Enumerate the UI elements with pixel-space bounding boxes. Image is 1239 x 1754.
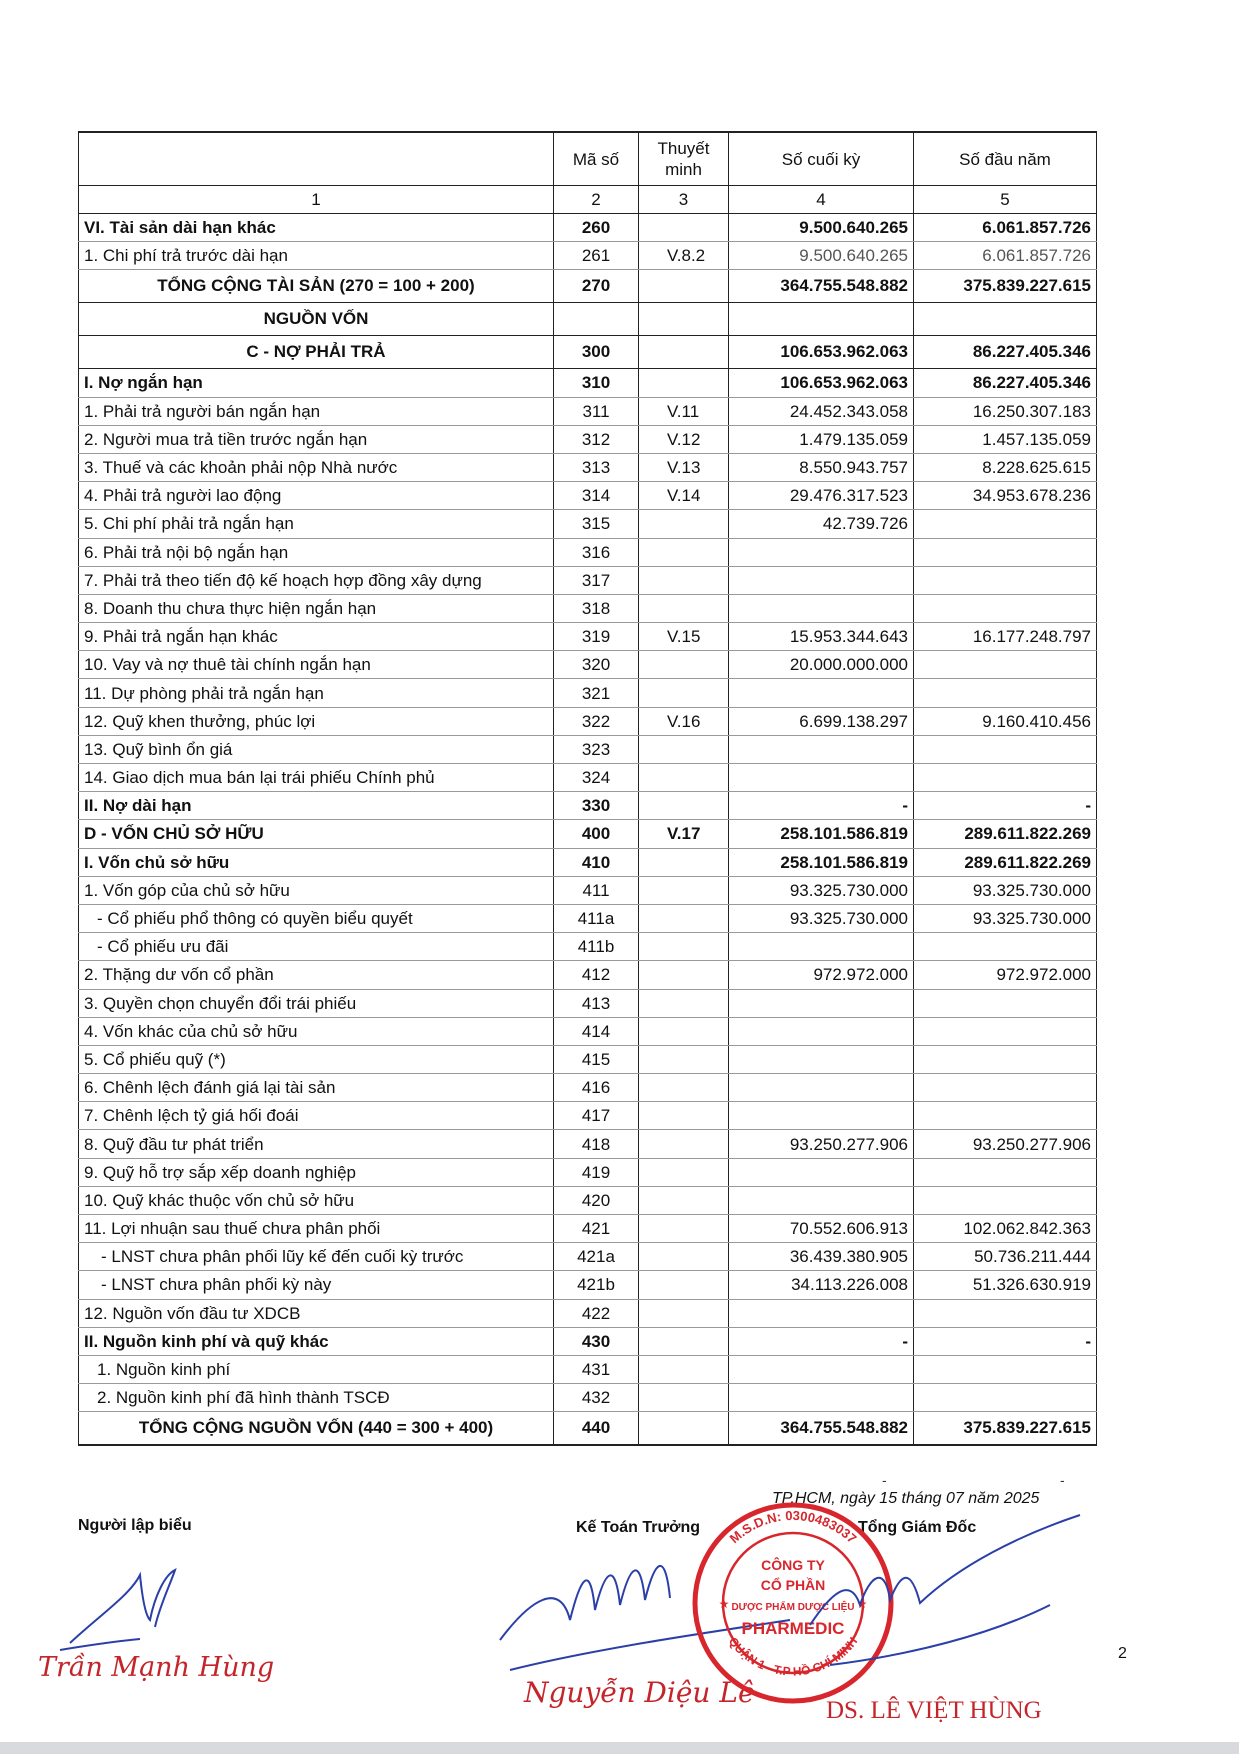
row-end-value — [729, 1074, 914, 1102]
row-item-label: - LNST chưa phân phối lũy kế đến cuối kỳ trước — [79, 1243, 554, 1271]
director-signature — [790, 1505, 1100, 1685]
row-end-value: 24.452.343.058 — [729, 397, 914, 425]
row-end-value: - — [729, 792, 914, 820]
row-end-value: 364.755.548.882 — [729, 270, 914, 303]
table-row — [79, 904, 1097, 932]
row-end-value: 106.653.962.063 — [729, 369, 914, 397]
row-code: 411 — [554, 876, 639, 904]
row-note — [639, 594, 729, 622]
row-code: 319 — [554, 623, 639, 651]
row-note — [639, 1271, 729, 1299]
row-code: 400 — [554, 820, 639, 848]
table-row — [79, 961, 1097, 989]
row-start-value: 16.250.307.183 — [914, 397, 1097, 425]
row-note: V.8.2 — [639, 242, 729, 270]
row-start-value — [914, 566, 1097, 594]
row-item-label: 12. Nguồn vốn đầu tư XDCB — [79, 1299, 554, 1327]
director-label: Tổng Giám Đốc — [858, 1519, 977, 1536]
header-item — [79, 132, 554, 186]
row-code: 422 — [554, 1299, 639, 1327]
row-code: 324 — [554, 764, 639, 792]
dash-mark: - — [1060, 1472, 1065, 1488]
row-code: 320 — [554, 651, 639, 679]
row-start-value: - — [914, 1327, 1097, 1355]
row-item-label: II. Nguồn kinh phí và quỹ khác — [79, 1327, 554, 1355]
row-code: 416 — [554, 1074, 639, 1102]
row-code: 317 — [554, 566, 639, 594]
row-end-value — [729, 1102, 914, 1130]
row-note: V.12 — [639, 425, 729, 453]
row-item-label: 3. Quyền chọn chuyển đổi trái phiếu — [79, 989, 554, 1017]
row-note — [639, 904, 729, 932]
stamp-top-text: M.S.D.N: 0300483037 — [726, 1507, 860, 1547]
row-end-value — [729, 1355, 914, 1383]
row-item-label: 5. Cổ phiếu quỹ (*) — [79, 1045, 554, 1073]
row-end-value — [729, 566, 914, 594]
row-end-value — [729, 594, 914, 622]
row-code: 314 — [554, 482, 639, 510]
row-end-value — [729, 538, 914, 566]
row-start-value: 86.227.405.346 — [914, 336, 1097, 369]
row-note — [639, 735, 729, 763]
row-start-value — [914, 303, 1097, 336]
table-row — [79, 764, 1097, 792]
row-note — [639, 303, 729, 336]
stamp-name-text: DƯỢC PHẨM DƯỢC LIỆU — [731, 1602, 855, 1613]
row-end-value: - — [729, 1327, 914, 1355]
row-note — [639, 679, 729, 707]
row-item-label: - Cổ phiếu phổ thông có quyền biểu quyết — [79, 904, 554, 932]
row-code: 300 — [554, 336, 639, 369]
row-note — [639, 933, 729, 961]
row-end-value: 106.653.962.063 — [729, 336, 914, 369]
row-end-value: 258.101.586.819 — [729, 848, 914, 876]
stamp-brand-text: PHARMEDIC — [741, 1619, 845, 1638]
table-row — [79, 623, 1097, 651]
dash-mark: - — [882, 1472, 887, 1488]
row-code: 316 — [554, 538, 639, 566]
row-note — [639, 336, 729, 369]
row-item-label: 4. Vốn khác của chủ sở hữu — [79, 1017, 554, 1045]
row-start-value — [914, 764, 1097, 792]
table-row — [79, 1243, 1097, 1271]
row-start-value — [914, 735, 1097, 763]
row-start-value: 6.061.857.726 — [914, 242, 1097, 270]
row-note — [639, 792, 729, 820]
row-note — [639, 876, 729, 904]
row-code: 321 — [554, 679, 639, 707]
row-start-value — [914, 538, 1097, 566]
row-item-label: 3. Thuế và các khoản phải nộp Nhà nước — [79, 453, 554, 481]
row-start-value: 9.160.410.456 — [914, 707, 1097, 735]
row-note: V.15 — [639, 623, 729, 651]
row-start-value: 86.227.405.346 — [914, 369, 1097, 397]
row-end-value: 364.755.548.882 — [729, 1412, 914, 1446]
row-start-value — [914, 989, 1097, 1017]
row-note — [639, 510, 729, 538]
table-row — [79, 1215, 1097, 1243]
table-row — [79, 876, 1097, 904]
table-row — [79, 1186, 1097, 1214]
table-row — [79, 397, 1097, 425]
table-row — [79, 1130, 1097, 1158]
table-row — [79, 707, 1097, 735]
row-note — [639, 1102, 729, 1130]
row-end-value — [729, 735, 914, 763]
row-start-value — [914, 1299, 1097, 1327]
row-end-value: 93.325.730.000 — [729, 876, 914, 904]
row-note: V.11 — [639, 397, 729, 425]
row-code: 418 — [554, 1130, 639, 1158]
row-code: 421a — [554, 1243, 639, 1271]
row-note — [639, 651, 729, 679]
header-note: Thuyết minh — [639, 132, 729, 186]
table-row — [79, 566, 1097, 594]
row-start-value — [914, 1355, 1097, 1383]
table-row — [79, 679, 1097, 707]
row-end-value: 8.550.943.757 — [729, 453, 914, 481]
row-item-label: 7. Chênh lệch tỷ giá hối đoái — [79, 1102, 554, 1130]
row-start-value — [914, 1017, 1097, 1045]
row-end-value: 70.552.606.913 — [729, 1215, 914, 1243]
row-note — [639, 270, 729, 303]
table-row — [79, 336, 1097, 369]
column-number: 2 — [554, 186, 639, 214]
row-note — [639, 764, 729, 792]
row-code: 323 — [554, 735, 639, 763]
row-item-label: I. Vốn chủ sở hữu — [79, 848, 554, 876]
row-code: 419 — [554, 1158, 639, 1186]
row-item-label: 5. Chi phí phải trả ngắn hạn — [79, 510, 554, 538]
row-code: 310 — [554, 369, 639, 397]
row-note — [639, 1412, 729, 1446]
column-number: 5 — [914, 186, 1097, 214]
row-item-label: 8. Quỹ đầu tư phát triển — [79, 1130, 554, 1158]
row-start-value — [914, 1186, 1097, 1214]
header-end-period: Số cuối kỳ — [729, 132, 914, 186]
row-code: 415 — [554, 1045, 639, 1073]
column-number: 3 — [639, 186, 729, 214]
page-bottom-edge — [0, 1742, 1239, 1754]
row-start-value: 6.061.857.726 — [914, 214, 1097, 242]
accountant-name: Nguyễn Diệu Lê — [524, 1676, 755, 1709]
row-code: 270 — [554, 270, 639, 303]
row-code: 417 — [554, 1102, 639, 1130]
row-start-value — [914, 651, 1097, 679]
row-item-label: 1. Nguồn kinh phí — [79, 1355, 554, 1383]
row-end-value — [729, 1299, 914, 1327]
row-item-label: 12. Quỹ khen thưởng, phúc lợi — [79, 707, 554, 735]
table-header-row — [79, 132, 1097, 186]
date-line: TP.HCM, ngày 15 tháng 07 năm 2025 — [772, 1490, 1040, 1507]
row-code: 260 — [554, 214, 639, 242]
header-code: Mã số — [554, 132, 639, 186]
row-code: 440 — [554, 1412, 639, 1446]
row-note — [639, 1384, 729, 1412]
row-end-value — [729, 1158, 914, 1186]
row-code — [554, 303, 639, 336]
row-end-value — [729, 1017, 914, 1045]
row-note — [639, 1074, 729, 1102]
row-item-label: 2. Người mua trả tiền trước ngắn hạn — [79, 425, 554, 453]
row-start-value — [914, 510, 1097, 538]
table-row — [79, 482, 1097, 510]
row-end-value — [729, 1384, 914, 1412]
row-item-label: 13. Quỹ bình ổn giá — [79, 735, 554, 763]
row-end-value — [729, 764, 914, 792]
row-note — [639, 1299, 729, 1327]
table-row — [79, 594, 1097, 622]
row-item-label: TỔNG CỘNG NGUỒN VỐN (440 = 300 + 400) — [79, 1412, 554, 1446]
row-end-value: 20.000.000.000 — [729, 651, 914, 679]
row-end-value — [729, 679, 914, 707]
row-end-value: 34.113.226.008 — [729, 1271, 914, 1299]
row-start-value: 102.062.842.363 — [914, 1215, 1097, 1243]
table-row — [79, 933, 1097, 961]
row-item-label: 1. Chi phí trả trước dài hạn — [79, 242, 554, 270]
row-note — [639, 369, 729, 397]
row-end-value: 15.953.344.643 — [729, 623, 914, 651]
row-item-label: NGUỒN VỐN — [79, 303, 554, 336]
column-number-row — [79, 186, 1097, 214]
column-number: 1 — [79, 186, 554, 214]
row-start-value — [914, 1158, 1097, 1186]
row-item-label: C - NỢ PHẢI TRẢ — [79, 336, 554, 369]
row-end-value — [729, 933, 914, 961]
row-note: V.17 — [639, 820, 729, 848]
table-row — [79, 1271, 1097, 1299]
stamp-company-text: CÔNG TY — [761, 1557, 825, 1573]
row-item-label: I. Nợ ngắn hạn — [79, 369, 554, 397]
row-item-label: - LNST chưa phân phối kỳ này — [79, 1271, 554, 1299]
row-code: 412 — [554, 961, 639, 989]
row-end-value — [729, 1045, 914, 1073]
row-start-value: 8.228.625.615 — [914, 453, 1097, 481]
row-note — [639, 1158, 729, 1186]
table-row — [79, 1412, 1097, 1446]
row-start-value: 375.839.227.615 — [914, 1412, 1097, 1446]
row-note — [639, 1186, 729, 1214]
row-end-value: 42.739.726 — [729, 510, 914, 538]
row-note — [639, 1355, 729, 1383]
table-row — [79, 538, 1097, 566]
accountant-label: Kế Toán Trưởng — [576, 1519, 700, 1536]
table-row — [79, 848, 1097, 876]
table-row — [79, 820, 1097, 848]
row-code: 421b — [554, 1271, 639, 1299]
header-start-year: Số đầu năm — [914, 132, 1097, 186]
row-start-value: 375.839.227.615 — [914, 270, 1097, 303]
row-code: 411b — [554, 933, 639, 961]
table-row — [79, 1074, 1097, 1102]
row-code: 322 — [554, 707, 639, 735]
table-row — [79, 1355, 1097, 1383]
row-note — [639, 989, 729, 1017]
row-code: 315 — [554, 510, 639, 538]
row-item-label: 7. Phải trả theo tiến độ kế hoạch hợp đồng xây dựng — [79, 566, 554, 594]
row-start-value — [914, 1384, 1097, 1412]
row-code: 413 — [554, 989, 639, 1017]
table-row — [79, 792, 1097, 820]
row-note — [639, 214, 729, 242]
row-code: 414 — [554, 1017, 639, 1045]
row-end-value: 1.479.135.059 — [729, 425, 914, 453]
table-row — [79, 1017, 1097, 1045]
row-start-value: 1.457.135.059 — [914, 425, 1097, 453]
row-note: V.14 — [639, 482, 729, 510]
table-row — [79, 651, 1097, 679]
row-start-value: 93.325.730.000 — [914, 876, 1097, 904]
row-note: V.16 — [639, 707, 729, 735]
row-start-value: 50.736.211.444 — [914, 1243, 1097, 1271]
row-item-label: 8. Doanh thu chưa thực hiện ngắn hạn — [79, 594, 554, 622]
table-row — [79, 1327, 1097, 1355]
row-item-label: 1. Vốn góp của chủ sở hữu — [79, 876, 554, 904]
row-note — [639, 1215, 729, 1243]
row-note — [639, 961, 729, 989]
row-code: 311 — [554, 397, 639, 425]
row-item-label: 10. Quỹ khác thuộc vốn chủ sở hữu — [79, 1186, 554, 1214]
table-row — [79, 989, 1097, 1017]
row-code: 410 — [554, 848, 639, 876]
director-name: DS. LÊ VIỆT HÙNG — [826, 1697, 1042, 1724]
row-item-label: D - VỐN CHỦ SỞ HỮU — [79, 820, 554, 848]
stamp-star-icon: ★ — [718, 1597, 730, 1611]
preparer-label: Người lập biểu — [78, 1517, 192, 1534]
row-start-value: - — [914, 792, 1097, 820]
table-row — [79, 303, 1097, 336]
row-start-value: 972.972.000 — [914, 961, 1097, 989]
row-item-label: 4. Phải trả người lao động — [79, 482, 554, 510]
row-note: V.13 — [639, 453, 729, 481]
table-row — [79, 1102, 1097, 1130]
row-code: 312 — [554, 425, 639, 453]
row-item-label: 9. Phải trả ngắn hạn khác — [79, 623, 554, 651]
row-start-value — [914, 1045, 1097, 1073]
stamp-star-icon: ★ — [856, 1597, 868, 1611]
table-body — [79, 214, 1097, 1446]
row-item-label: 1. Phải trả người bán ngắn hạn — [79, 397, 554, 425]
row-code: 330 — [554, 792, 639, 820]
row-item-label: 6. Phải trả nội bộ ngắn hạn — [79, 538, 554, 566]
row-note — [639, 538, 729, 566]
table-row — [79, 1384, 1097, 1412]
table-row — [79, 425, 1097, 453]
row-item-label: 11. Dự phòng phải trả ngắn hạn — [79, 679, 554, 707]
row-end-value: 93.325.730.000 — [729, 904, 914, 932]
row-item-label: 2. Thặng dư vốn cổ phần — [79, 961, 554, 989]
row-code: 261 — [554, 242, 639, 270]
row-end-value: 9.500.640.265 — [729, 214, 914, 242]
row-item-label: 10. Vay và nợ thuê tài chính ngắn hạn — [79, 651, 554, 679]
row-start-value: 93.250.277.906 — [914, 1130, 1097, 1158]
row-start-value — [914, 933, 1097, 961]
stamp-bottom-text: QUẬN 1 - T.P HỒ CHÍ MINH — [725, 1634, 861, 1679]
row-item-label: TỔNG CỘNG TÀI SẢN (270 = 100 + 200) — [79, 270, 554, 303]
row-end-value — [729, 1186, 914, 1214]
row-start-value — [914, 679, 1097, 707]
row-start-value — [914, 1074, 1097, 1102]
row-start-value: 289.611.822.269 — [914, 820, 1097, 848]
row-note — [639, 566, 729, 594]
table-row — [79, 369, 1097, 397]
row-start-value: 34.953.678.236 — [914, 482, 1097, 510]
row-code: 421 — [554, 1215, 639, 1243]
row-note — [639, 1045, 729, 1073]
row-end-value: 258.101.586.819 — [729, 820, 914, 848]
row-item-label: 11. Lợi nhuận sau thuế chưa phân phối — [79, 1215, 554, 1243]
row-start-value — [914, 1102, 1097, 1130]
row-note — [639, 1243, 729, 1271]
row-code: 430 — [554, 1327, 639, 1355]
table-row — [79, 735, 1097, 763]
row-end-value: 36.439.380.905 — [729, 1243, 914, 1271]
table-row — [79, 510, 1097, 538]
row-item-label: 9. Quỹ hỗ trợ sắp xếp doanh nghiệp — [79, 1158, 554, 1186]
table-row — [79, 270, 1097, 303]
row-end-value — [729, 303, 914, 336]
row-code: 411a — [554, 904, 639, 932]
row-end-value: 9.500.640.265 — [729, 242, 914, 270]
table-row — [79, 1158, 1097, 1186]
row-note — [639, 1130, 729, 1158]
column-number: 4 — [729, 186, 914, 214]
page-number: 2 — [1118, 1645, 1127, 1662]
row-code: 318 — [554, 594, 639, 622]
row-start-value: 16.177.248.797 — [914, 623, 1097, 651]
row-code: 432 — [554, 1384, 639, 1412]
balance-sheet-table — [78, 131, 1097, 1446]
row-start-value: 289.611.822.269 — [914, 848, 1097, 876]
row-start-value: 51.326.630.919 — [914, 1271, 1097, 1299]
stamp-type-text: CỔ PHẦN — [760, 1577, 826, 1593]
row-item-label: - Cổ phiếu ưu đãi — [79, 933, 554, 961]
table-row — [79, 1299, 1097, 1327]
row-note — [639, 848, 729, 876]
row-end-value: 29.476.317.523 — [729, 482, 914, 510]
row-end-value: 972.972.000 — [729, 961, 914, 989]
table-row — [79, 242, 1097, 270]
row-note — [639, 1327, 729, 1355]
row-code: 420 — [554, 1186, 639, 1214]
row-end-value: 93.250.277.906 — [729, 1130, 914, 1158]
row-code: 313 — [554, 453, 639, 481]
preparer-signature — [30, 1555, 290, 1665]
row-item-label: 6. Chênh lệch đánh giá lại tài sản — [79, 1074, 554, 1102]
table-row — [79, 1045, 1097, 1073]
row-item-label: II. Nợ dài hạn — [79, 792, 554, 820]
row-item-label: VI. Tài sản dài hạn khác — [79, 214, 554, 242]
row-end-value — [729, 989, 914, 1017]
row-item-label: 14. Giao dịch mua bán lại trái phiếu Chính phủ — [79, 764, 554, 792]
row-start-value — [914, 594, 1097, 622]
row-code: 431 — [554, 1355, 639, 1383]
preparer-name: Trần Mạnh Hùng — [38, 1652, 275, 1683]
row-end-value: 6.699.138.297 — [729, 707, 914, 735]
table-row — [79, 453, 1097, 481]
row-item-label: 2. Nguồn kinh phí đã hình thành TSCĐ — [79, 1384, 554, 1412]
table-row — [79, 214, 1097, 242]
row-start-value: 93.325.730.000 — [914, 904, 1097, 932]
row-note — [639, 1017, 729, 1045]
